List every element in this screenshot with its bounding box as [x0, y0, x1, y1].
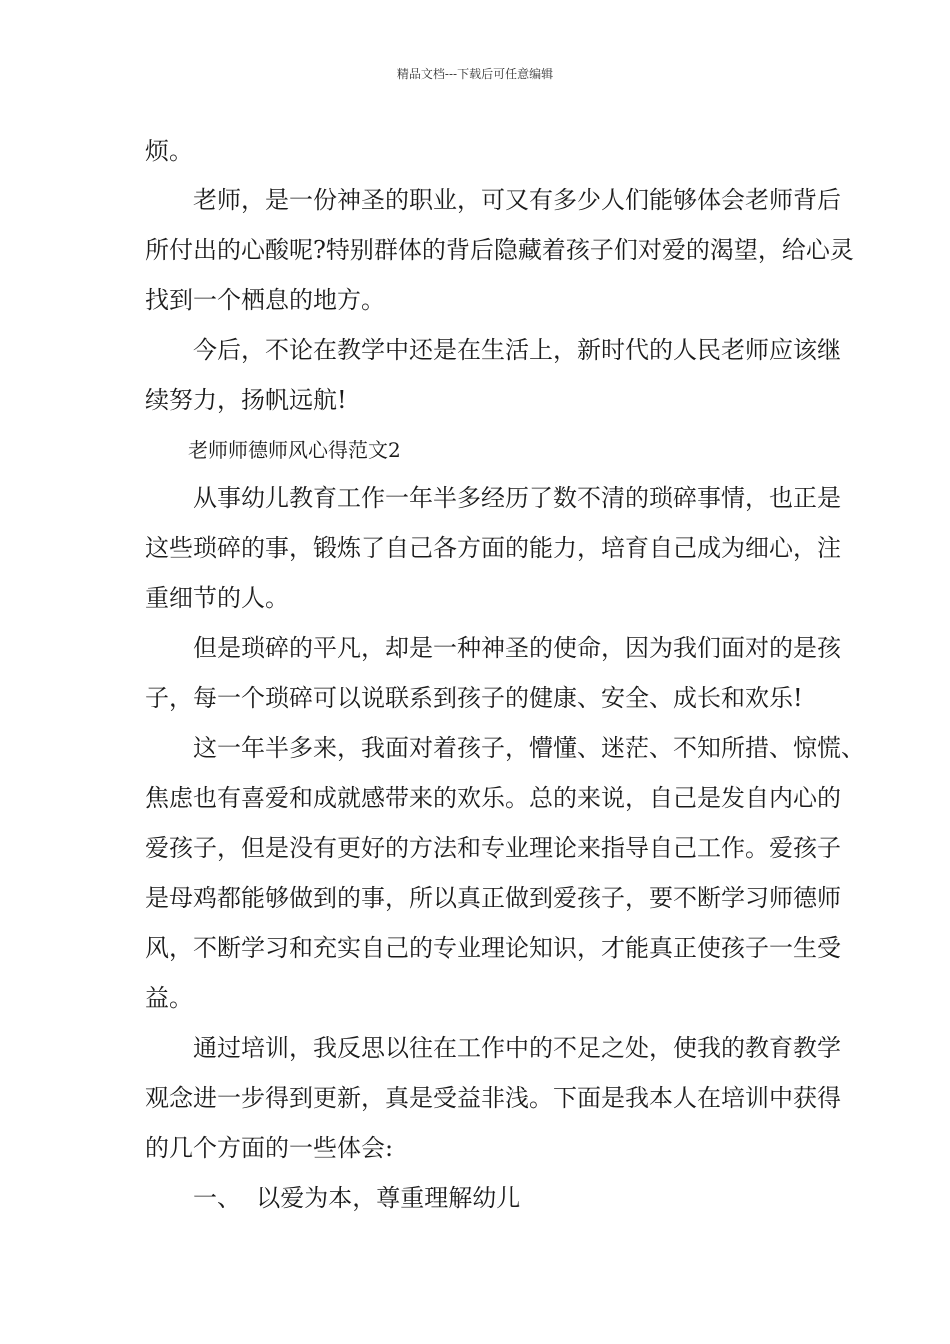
page-header: 精品文档---下载后可任意编辑	[396, 67, 554, 81]
paragraph-first-line: 这一年半多来，我面对着孩子，懵懂、迷茫、不知所措、惊慌、	[193, 734, 865, 762]
text-line: 所付出的心酸呢?特别群体的背后隐藏着孩子们对爱的渴望，给心灵	[145, 236, 854, 264]
section-heading: 老师师德师风心得范文2	[188, 438, 401, 462]
text-line: 是母鸡都能够做到的事，所以真正做到爱孩子，要不断学习师德师	[145, 884, 841, 912]
text-line: 爱孩子，但是没有更好的方法和专业理论来指导自己工作。爱孩子	[145, 834, 841, 862]
text-line: 的几个方面的一些体会:	[145, 1134, 394, 1162]
text-line: 这些琐碎的事，锻炼了自己各方面的能力，培育自己成为细心，注	[145, 534, 841, 562]
paragraph-first-line: 今后，不论在教学中还是在生活上，新时代的人民老师应该继	[193, 336, 841, 364]
paragraph-first-line: 从事幼儿教育工作一年半多经历了数不清的琐碎事情，也正是	[193, 484, 841, 512]
list-item-heading: 一、 以爱为本，尊重理解幼儿	[193, 1184, 521, 1212]
text-line: 续努力，扬帆远航!	[145, 386, 347, 414]
text-line: 风，不断学习和充实自己的专业理论知识，才能真正使孩子一生受	[145, 934, 841, 962]
paragraph-first-line: 但是琐碎的平凡，却是一种神圣的使命，因为我们面对的是孩	[193, 634, 841, 662]
text-line: 益。	[145, 984, 193, 1012]
text-line: 找到一个栖息的地方。	[145, 286, 385, 314]
text-line: 焦虑也有喜爱和成就感带来的欢乐。总的来说，自己是发自内心的	[145, 784, 841, 812]
paragraph-first-line: 通过培训，我反思以往在工作中的不足之处，使我的教育教学	[193, 1034, 841, 1062]
text-line: 重细节的人。	[145, 584, 289, 612]
paragraph-first-line: 老师，是一份神圣的职业，可又有多少人们能够体会老师背后	[193, 186, 841, 214]
text-line: 子，每一个琐碎可以说联系到孩子的健康、安全、成长和欢乐!	[145, 684, 803, 712]
text-line: 观念进一步得到更新，真是受益非浅。下面是我本人在培训中获得	[145, 1084, 841, 1112]
text-line: 烦。	[145, 137, 193, 165]
